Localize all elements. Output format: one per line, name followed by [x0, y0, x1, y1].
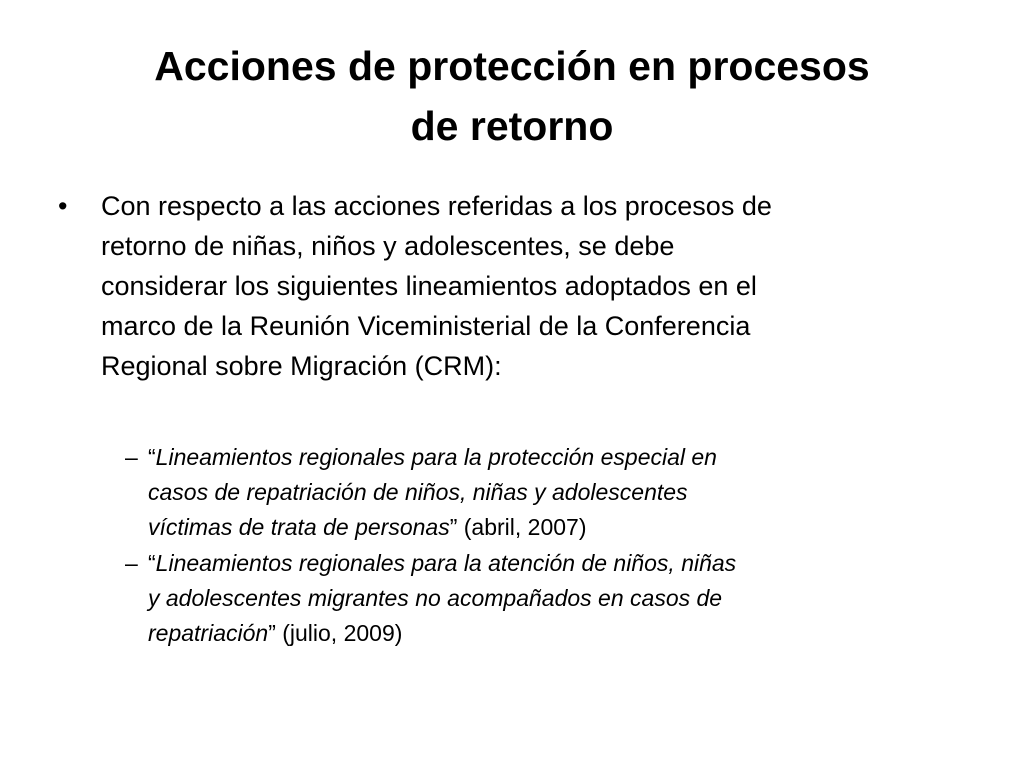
- dash-icon: –: [125, 550, 138, 576]
- guideline-title-part: y adolescentes migrantes no acompañados en casos de: [148, 585, 723, 611]
- guideline-title-part: Lineamientos regionales para la atención de niños, niñas: [155, 550, 737, 576]
- intro-bullet: [58, 186, 970, 386]
- dash-icon: –: [125, 444, 138, 470]
- title-line: Acciones de protección en procesos: [154, 43, 870, 89]
- guideline-title-part: repatriación: [148, 620, 269, 646]
- sub-line: [148, 510, 970, 545]
- guideline-date: ” (julio, 2009): [268, 620, 403, 646]
- title-line: de retorno: [410, 103, 614, 149]
- open-quote: “: [148, 444, 156, 470]
- spacer: [58, 386, 970, 440]
- intro-line: retorno de niñas, niños y adolescentes, se debe: [101, 231, 675, 261]
- intro-line: considerar los siguientes lineamientos adoptados en el: [101, 271, 757, 301]
- sub-line: [148, 440, 970, 475]
- intro-line: marco de la Reunión Viceministerial de la Conferencia: [101, 311, 751, 341]
- guideline-title-part: Lineamientos regionales para la protección especial en: [155, 444, 717, 470]
- open-quote: “: [148, 550, 156, 576]
- sub-bullet-1: [125, 440, 970, 545]
- sub-line: [148, 616, 970, 651]
- guideline-title-part: casos de repatriación de niños, niñas y adolescentes: [148, 479, 688, 505]
- intro-line: Con respecto a las acciones referidas a los procesos de: [101, 191, 772, 221]
- guideline-title-part: víctimas de trata de personas: [148, 514, 450, 540]
- sub-bullet-2: [125, 546, 970, 651]
- sub-line: [148, 546, 970, 581]
- slide-title: [60, 36, 964, 156]
- guideline-date: ” (abril, 2007): [449, 514, 587, 540]
- bullet-icon: •: [58, 191, 68, 221]
- intro-line: Regional sobre Migración (CRM):: [101, 351, 502, 381]
- slide-body: [58, 186, 970, 652]
